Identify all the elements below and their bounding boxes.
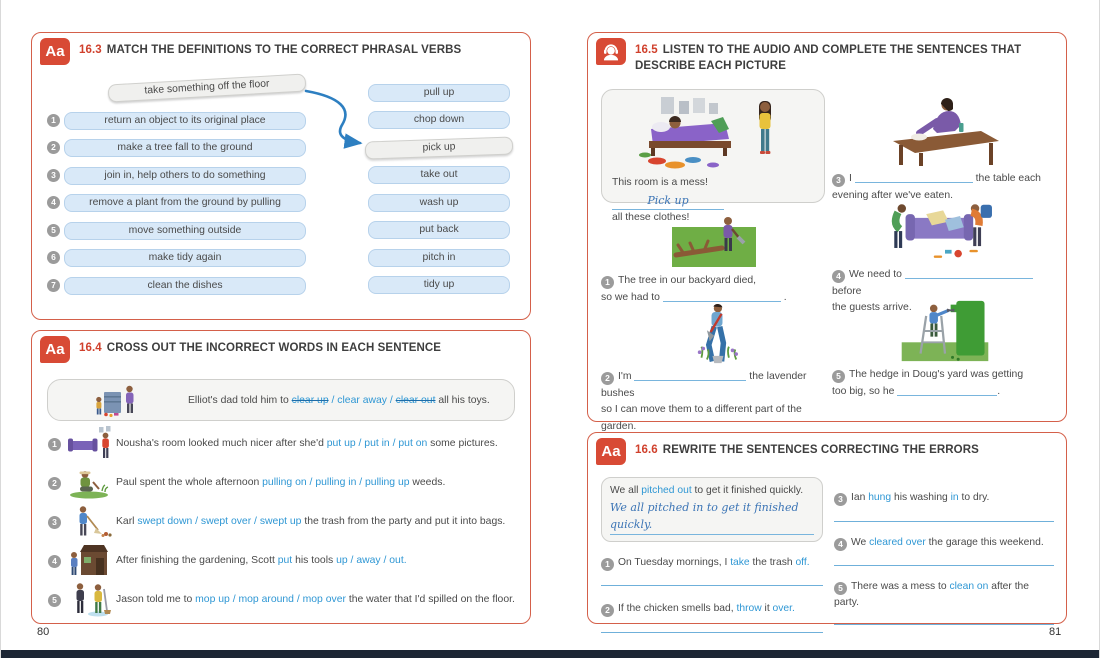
item-number-badge: 1 — [601, 558, 614, 571]
aa-icon: Aa — [596, 438, 626, 465]
sentence-row: 3 Ian hung his washing in to dry. — [834, 490, 1054, 506]
sentence-row — [48, 464, 520, 500]
listening-item — [832, 95, 1058, 204]
page-number-left: 80 — [37, 626, 50, 638]
example-answer-handwritten: We all pitched in to get it finished quickly. — [610, 500, 814, 535]
sofa-pictures-icon — [68, 426, 114, 460]
sentence-row — [48, 503, 520, 539]
item-number-badge: 6 — [47, 251, 60, 264]
item-number-badge: 5 — [832, 370, 845, 383]
verb-pill: tidy up — [368, 276, 510, 294]
page-number-right: 81 — [1049, 626, 1062, 638]
sentence: After finishing the gardening, Scott put his tools up / away / out. — [116, 554, 407, 566]
item-number-badge: 5 — [47, 224, 60, 237]
headphones-icon — [596, 38, 626, 65]
sentence: Paul spent the whole afternoon pulling on / pulling in / pulling up weeds. — [116, 476, 446, 488]
exercise-164-header — [79, 341, 522, 357]
sentence-row: 1 On Tuesday mornings, I take the trash off. — [601, 555, 823, 571]
sentence: 2 I'm the lavender bushes so I can move them to a different part of the garden. — [601, 371, 807, 432]
exercise-number: 16.3 — [79, 44, 102, 56]
toybox-scene-icon — [95, 383, 141, 417]
exercise-166-header — [635, 443, 1058, 459]
answer-line — [834, 623, 1054, 625]
verb-pill: take out — [368, 166, 510, 184]
answer-line — [601, 631, 823, 633]
exercise-165-panel — [587, 32, 1067, 432]
tidying-couch-illustration — [885, 201, 1005, 263]
example-sentence: We all pitched out to get it finished quickly. — [610, 485, 804, 496]
example-sentence: This room is a mess! Pick up all these clothes! — [602, 175, 824, 226]
exercise-163-panel — [31, 32, 531, 320]
definition-pill: move something outside — [64, 222, 306, 240]
verb-pill: pull up — [368, 84, 510, 102]
mopping-icon — [68, 581, 114, 617]
item-number-badge: 3 — [832, 174, 845, 187]
item-number-badge: 7 — [47, 279, 60, 292]
sentence: Nousha's room looked much nicer after she'd put up / put in / put on some pictures. — [116, 437, 498, 449]
sentence: 4 We need to before the guests arrive. — [832, 267, 1058, 317]
sentence-row — [48, 581, 520, 617]
exercise-166-panel — [587, 432, 1067, 624]
verb-pill: pitch in — [368, 249, 510, 267]
item-number-badge: 4 — [834, 538, 847, 551]
bottom-bar — [1, 650, 1099, 658]
example-verb-pill: pick up — [365, 136, 514, 159]
fallen-tree-illustration — [664, 211, 764, 269]
listening-item — [832, 299, 1058, 400]
example-sentence: Elliot's dad told him to clear up / clear away / clear out all his toys. — [188, 394, 490, 406]
exercise-163-header — [79, 43, 522, 59]
example-box — [601, 89, 825, 224]
listening-item — [601, 301, 833, 436]
sentence: 3 I the table each evening after we've eaten. — [832, 173, 1041, 201]
exercise-165-header — [635, 43, 1058, 74]
digging-lavender-illustration — [672, 301, 762, 365]
item-number-badge: 3 — [834, 493, 847, 506]
exercise-164-panel — [31, 330, 531, 624]
item-number-badge: 1 — [47, 114, 60, 127]
item-number-badge: 2 — [47, 141, 60, 154]
sentence: Karl swept down / swept over / swept up the trash from the party and put it into bags. — [116, 515, 506, 527]
sentence-row — [48, 425, 520, 461]
item-number-badge: 4 — [47, 196, 60, 209]
item-number-badge: 2 — [601, 372, 614, 385]
sweeping-icon — [68, 504, 114, 538]
item-number-badge: 5 — [48, 594, 61, 607]
exercise-title: REWRITE THE SENTENCES CORRECTING THE ERRORS — [662, 444, 979, 456]
curved-arrow-icon — [300, 83, 380, 155]
exercise-title: LISTEN TO THE AUDIO AND COMPLETE THE SENTENCES THAT DESCRIBE EACH PICTURE — [635, 44, 1022, 72]
listening-item — [601, 211, 827, 306]
right-column — [834, 490, 1054, 625]
definition-pill: clean the dishes — [64, 277, 306, 295]
exercise-number: 16.5 — [635, 44, 658, 56]
item-number-badge: 5 — [834, 582, 847, 595]
sentence-row: 5 There was a mess to clean on after the party. — [834, 581, 1030, 608]
messy-bedroom-illustration — [623, 95, 803, 173]
answer-line — [834, 520, 1054, 522]
left-column — [601, 477, 823, 633]
item-number-badge: 2 — [48, 477, 61, 490]
item-number-badge: 1 — [48, 438, 61, 451]
trimming-hedge-illustration — [895, 299, 995, 363]
exercise-title: MATCH THE DEFINITIONS TO THE CORRECT PHRASAL VERBS — [106, 44, 462, 56]
sentence-row — [48, 542, 520, 578]
example-box — [601, 477, 823, 542]
item-number-badge: 1 — [601, 276, 614, 289]
weeding-icon — [68, 465, 114, 499]
exercise-number: 16.4 — [79, 342, 102, 354]
sentence-row: 4 We cleared over the garage this weekend. — [834, 535, 1054, 551]
definition-pill: make a tree fall to the ground — [64, 139, 306, 157]
exercise-title: CROSS OUT THE INCORRECT WORDS IN EACH SENTENCE — [106, 342, 442, 354]
definition-pill: return an object to its original place — [64, 112, 306, 130]
verb-pill: chop down — [368, 111, 510, 129]
sentence: 5 The hedge in Doug's yard was getting too big, so he . — [832, 369, 1024, 397]
item-number-badge: 3 — [47, 169, 60, 182]
example-box — [47, 379, 515, 421]
answer-line — [601, 584, 823, 586]
sentence: Jason told me to mop up / mop around / mop over the water that I'd spilled on the floor. — [116, 593, 515, 605]
answer-line — [834, 564, 1054, 566]
aa-icon: Aa — [40, 38, 70, 65]
definition-pill: make tidy again — [64, 249, 306, 267]
example-definition-pill: take something off the floor — [108, 73, 307, 102]
sentence: 1 The tree in our backyard died, so we had to . — [601, 275, 787, 303]
item-number-badge: 3 — [48, 516, 61, 529]
wiping-table-illustration — [885, 95, 1005, 167]
exercise-number: 16.6 — [635, 444, 658, 456]
item-number-badge: 4 — [48, 555, 61, 568]
item-number-badge: 2 — [601, 604, 614, 617]
sentence-row: 2 If the chicken smells bad, throw it over. — [601, 601, 823, 617]
definition-pill: join in, help others to do something — [64, 167, 306, 185]
verb-pill: wash up — [368, 194, 510, 212]
item-number-badge: 4 — [832, 270, 845, 283]
definition-pill: remove a plant from the ground by pulling — [64, 194, 306, 212]
shed-tools-icon — [68, 543, 114, 577]
verb-pill: put back — [368, 221, 510, 239]
aa-icon: Aa — [40, 336, 70, 363]
